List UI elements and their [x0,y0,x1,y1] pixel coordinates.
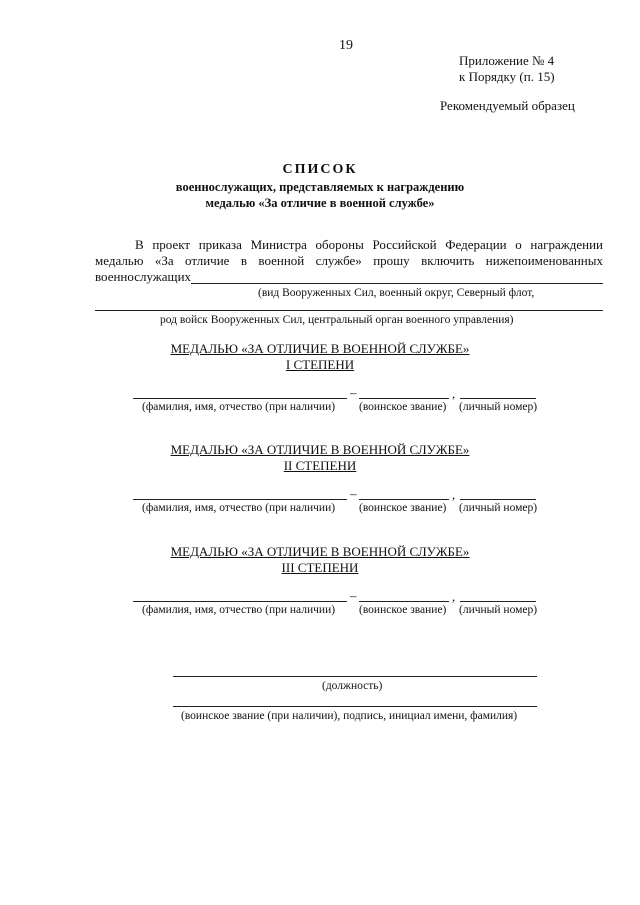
appendix-reference [459,53,555,85]
appendix-line-1: Приложение № 4 [459,53,555,68]
section-2-number-field[interactable] [460,499,536,500]
section-2-name-field[interactable] [133,499,347,500]
medal-section-1-title [0,341,640,373]
section-1-number-field[interactable] [460,398,536,399]
section-3-comma: , [452,589,456,604]
medal-2-degree: II СТЕПЕНИ [283,458,357,473]
section-1-dash: – [350,385,357,400]
section-3-dash: – [350,588,357,603]
medal-section-2-title [0,442,640,474]
page-number: 19 [339,38,353,53]
intro-line-1: В проект приказа Министра обороны Российской Федерации о награждении [135,237,603,252]
section-1-name-field[interactable] [133,398,347,399]
section-2-rank-caption: (воинское звание) [359,502,447,514]
section-2-name-caption: (фамилия, имя, отчество (при наличии) [142,502,336,514]
sample-label: Рекомендуемый образец [440,98,575,113]
medal-3-name: МЕДАЛЬЮ «ЗА ОТЛИЧИЕ В ВОЕННОЙ СЛУЖБЕ» [170,544,470,559]
medal-3-degree: III СТЕПЕНИ [281,560,359,575]
section-3-rank-field[interactable] [359,601,449,602]
section-3-number-caption: (личный номер) [459,604,538,616]
section-1-comma: , [452,386,456,401]
medal-2-name: МЕДАЛЬЮ «ЗА ОТЛИЧИЕ В ВОЕННОЙ СЛУЖБЕ» [170,442,470,457]
intro-paragraph [95,237,603,285]
section-1-name-caption: (фамилия, имя, отчество (при наличии) [142,401,336,413]
troops-field-line-2[interactable] [95,310,603,311]
section-2-number-caption: (личный номер) [459,502,538,514]
section-2-dash: – [350,486,357,501]
intro-line-2: медалью «За отличие в военной службе» прошу включить нижепоименованных [95,253,603,268]
section-3-name-caption: (фамилия, имя, отчество (при наличии) [142,604,336,616]
section-2-rank-field[interactable] [359,499,449,500]
section-1-rank-caption: (воинское звание) [359,401,447,413]
troops-hint-1: (вид Вооруженных Сил, военный округ, Северный флот, [258,287,535,299]
section-3-rank-caption: (воинское звание) [359,604,447,616]
position-field[interactable] [173,676,537,677]
signature-field[interactable] [173,706,537,707]
document-subtitle [0,179,640,211]
appendix-line-2: к Порядку (п. 15) [459,69,555,84]
medal-1-name: МЕДАЛЬЮ «ЗА ОТЛИЧИЕ В ВОЕННОЙ СЛУЖБЕ» [170,341,470,356]
signature-caption: (воинское звание (при наличии), подпись, инициал имени, фамилия) [181,710,518,722]
subtitle-line-1: военнослужащих, представляемых к награждению [175,180,465,194]
section-1-rank-field[interactable] [359,398,449,399]
document-title: СПИСОК [282,162,358,177]
section-3-number-field[interactable] [460,601,536,602]
medal-1-degree: I СТЕПЕНИ [285,357,355,372]
section-3-name-field[interactable] [133,601,347,602]
intro-line-3: военнослужащих [95,269,192,284]
troops-hint-2: род войск Вооруженных Сил, центральный орган военного управления) [160,314,514,326]
section-2-comma: , [452,487,456,502]
subtitle-line-2: медалью «За отличие в военной службе» [205,196,435,210]
medal-section-3-title [0,544,640,576]
position-caption: (должность) [322,680,383,692]
section-1-number-caption: (личный номер) [459,401,538,413]
troops-field-line-1[interactable] [191,283,603,284]
